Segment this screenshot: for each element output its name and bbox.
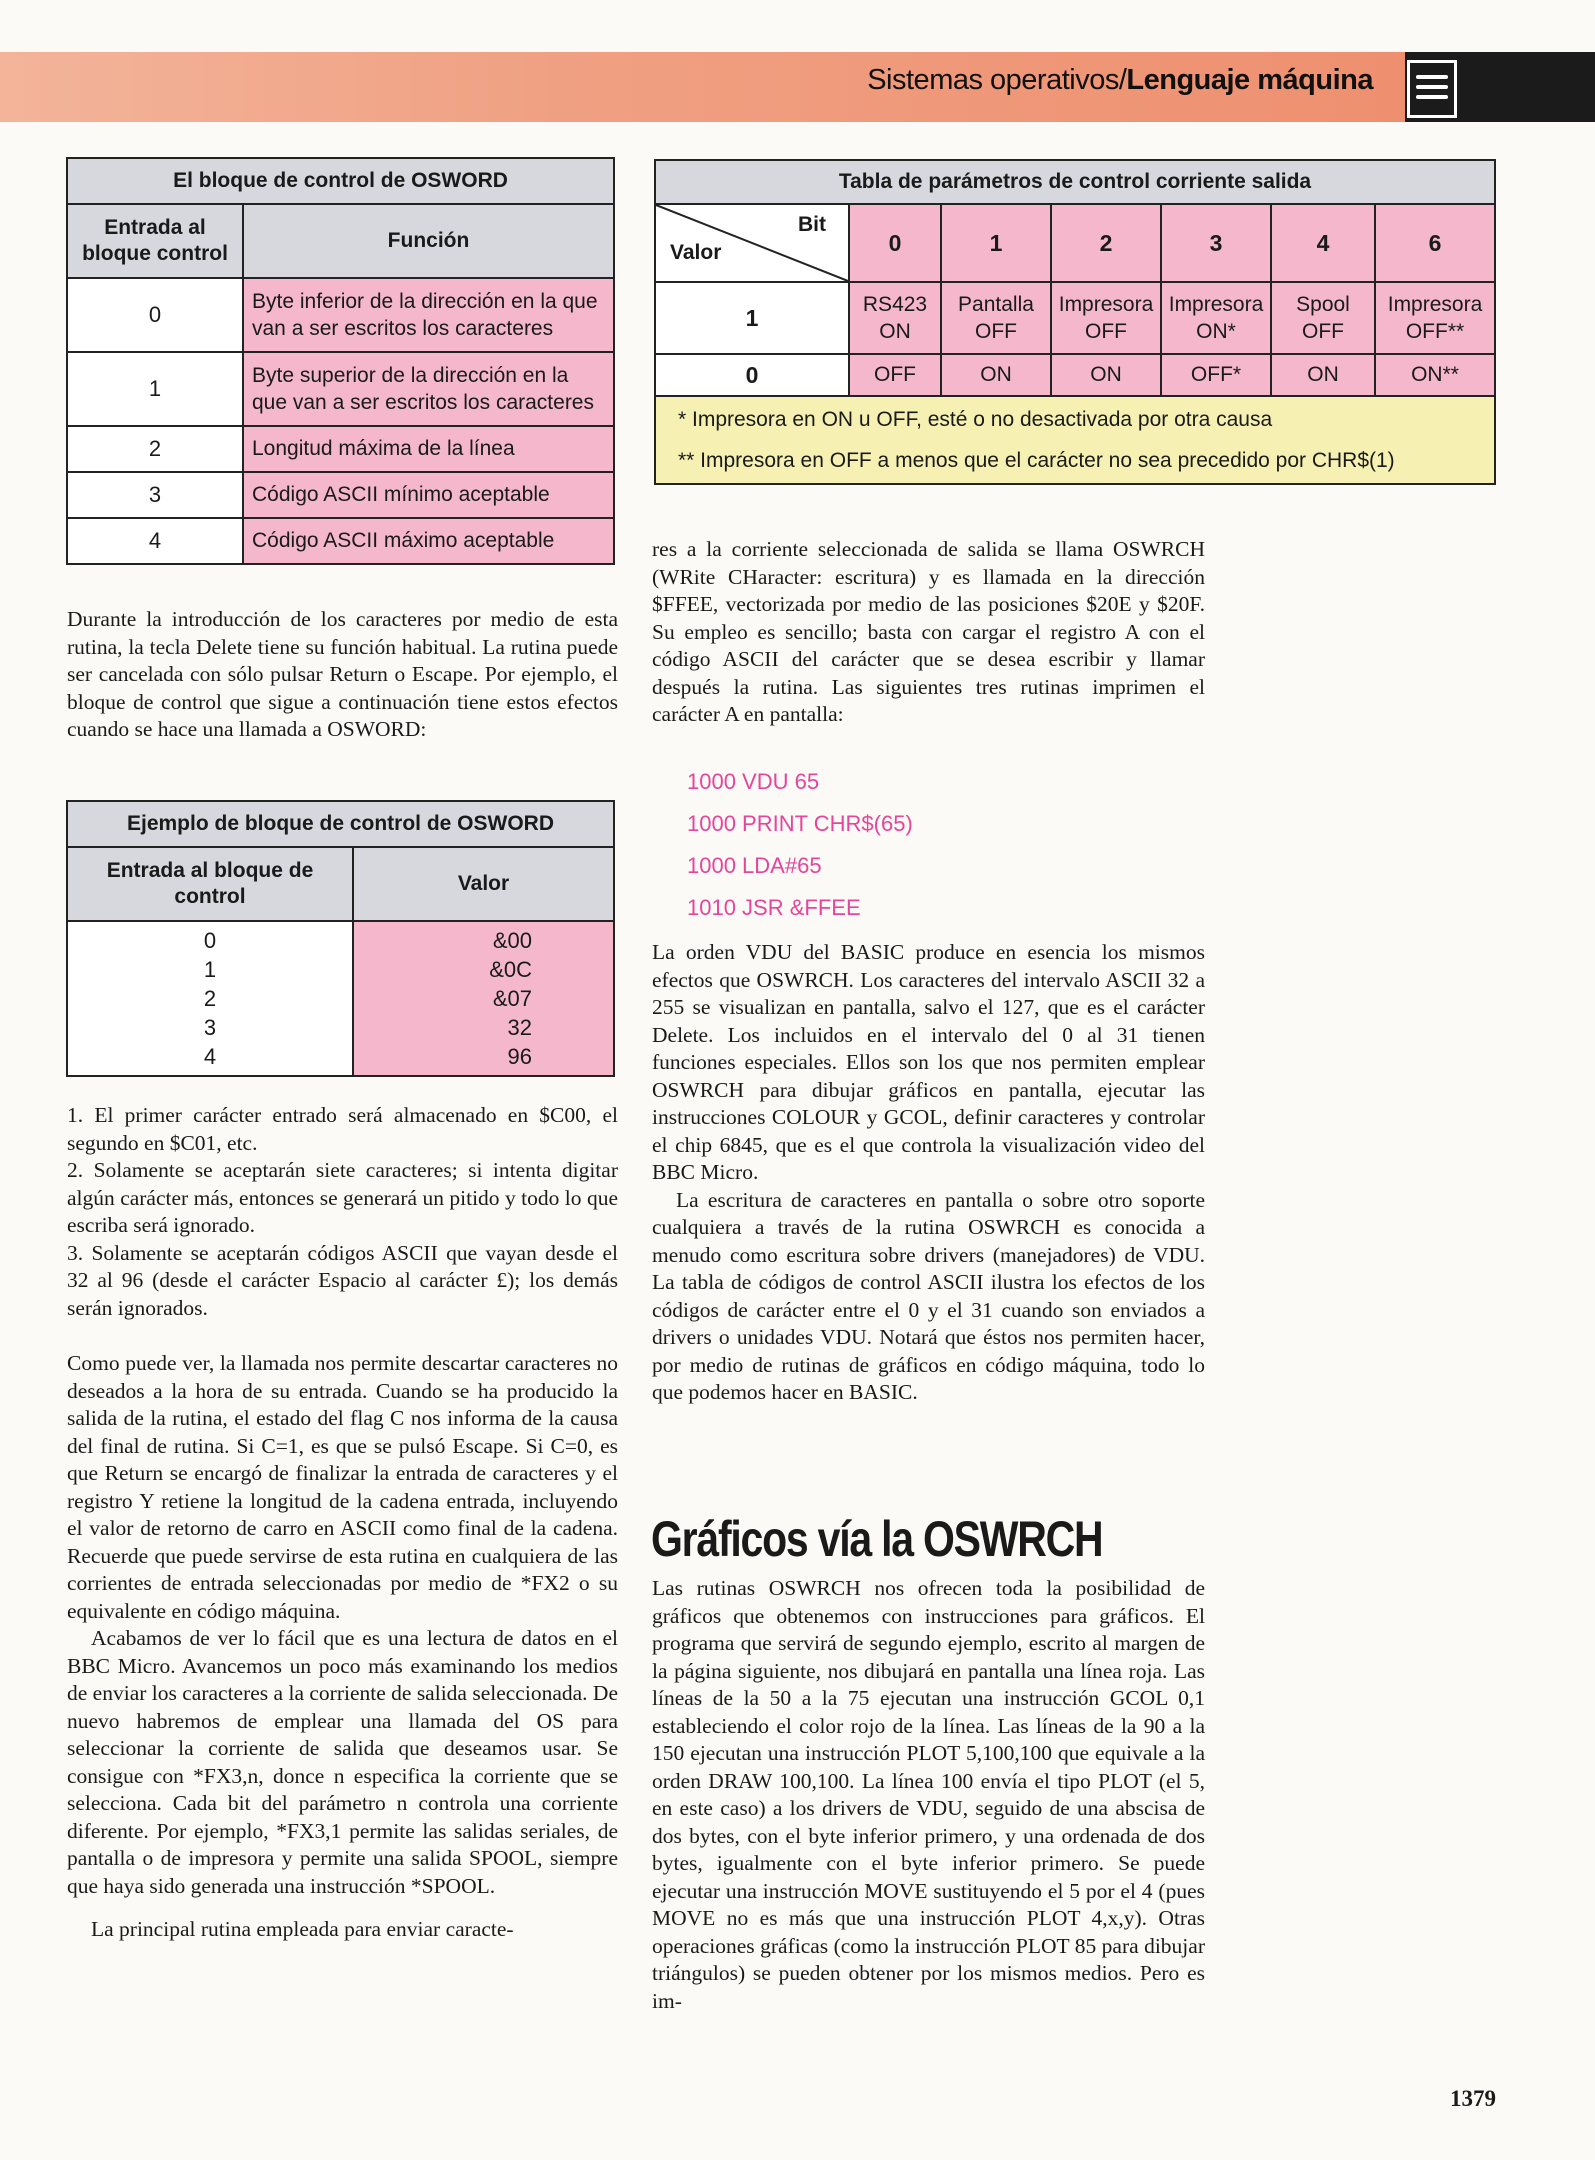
left-paragraph-2: [67, 1350, 618, 1944]
computer-icon: [1407, 60, 1457, 118]
output-stream-parameters-table: [654, 159, 1496, 485]
table3-cell: ON: [1051, 354, 1161, 396]
code-line: 1010 JSR &FFEE: [687, 895, 861, 920]
header-section: Sistemas operativos/: [867, 64, 1127, 96]
table3-title: Tabla de parámetros de control corriente salida: [655, 160, 1495, 204]
table2-value: 96: [507, 1044, 532, 1069]
table2-entries: [67, 921, 353, 1076]
table3-cell: OFF*: [1161, 354, 1271, 396]
table1-title: El bloque de control de OSWORD: [67, 158, 614, 204]
table3-cell: Impresora OFF: [1051, 282, 1161, 354]
table2-value: &0C: [489, 957, 532, 982]
note-item: 3. Solamente se aceptarán códigos ASCII que vayan desde el 32 al 96 (desde el carácter Espacio al carácter £); los demás serán ignorados.: [67, 1240, 618, 1320]
table3-bit-header: 3: [1161, 204, 1271, 282]
header-subsection: Lenguaje máquina: [1126, 64, 1373, 96]
table3-cell: Impresora ON*: [1161, 282, 1271, 354]
table2-entry: 4: [203, 1044, 217, 1069]
table3-corner-header: [655, 204, 849, 282]
table2-value: &00: [492, 928, 532, 953]
right-paragraph-4: [652, 1575, 1205, 2015]
table2-value: &07: [492, 986, 532, 1011]
table3-bit-header: 4: [1271, 204, 1375, 282]
table3-cell: Pantalla OFF: [941, 282, 1051, 354]
table1-function: Longitud máxima de la línea: [243, 426, 614, 472]
code-line: 1000 LDA#65: [687, 853, 822, 878]
table3-cell: Impresora OFF**: [1375, 282, 1495, 354]
table3-cell: Spool OFF: [1271, 282, 1375, 354]
right-paragraph-3-text: La escritura de caracteres en pantalla o sobre otro soporte cualquiera a través de la rutina OSWRCH es conocida a menudo como escritura sobre drivers (manejadores) de VDU. La tabla de códigos de control ASCII ilustra los efectos de los códigos de carácter entre el 0 y el 31 cuando son enviados a drivers o unidades VDU. Notará que éstos nos permiten hacer, por medio de rutinas de gráficos en código máquina, todo lo que podemos hacer en BASIC.: [652, 1187, 1205, 1404]
table2-title: Ejemplo de bloque de control de OSWORD: [67, 801, 614, 847]
page-number: 1379: [1450, 2086, 1496, 2111]
left-notes: [67, 1102, 618, 1322]
table1-entry: 0: [67, 278, 243, 352]
table1-entry: 4: [67, 518, 243, 564]
table3-valor: 0: [655, 354, 849, 396]
right-paragraph-4-text: Las rutinas OSWRCH nos ofrecen toda la posibilidad de gráficos que obtenemos con instrucciones para gráficos. El programa que servirá de segundo ejemplo, escrito al margen de la página siguiente, nos dibujará en pantalla una línea roja. Las líneas de la 50 a la 75 ejecutan una instrucción GCOL 0,1 estableciendo el color rojo de la línea. Las líneas de la 90 a la 150 ejecutan una instrucción PLOT 5,100,100 que equivale a la orden DRAW 100,100. La línea 100 envía el tipo PLOT (el 5, en este caso) a los drivers de VDU, seguido de una abscisa de dos bytes, con el byte inferior primero, y una ordenada de dos bytes, igualmente con el byte inferior primero. Se puede ejecutar una instrucción MOVE sustituyendo el 5 por el 4 (pues MOVE no es más que una instrucción PLOT 4,x,y). Otras operaciones gráficas (como la instrucción PLOT 85 para dibujar triángulos) se pueden obtener por los mismos medios. Pero es im-: [652, 1576, 1205, 2013]
table1-col2-header: Función: [243, 204, 614, 278]
table1-col1-header: Entrada al bloque control: [67, 204, 243, 278]
osword-control-block-table: [66, 157, 615, 565]
left-paragraph-2-text: Como puede ver, la llamada nos permite descartar caracteres no deseados a la hora de su entrada. Cuando se ha producido la salida de la rutina, el estado del flag C nos informa de la causa del final de rutina. Si C=1, es que se pulsó Escape. Si C=0, es que Return se encargó de finalizar la entrada de caracteres y el registro Y retiene la longitud de la cadena entrada, incluyendo el valor de retorno de carro en ASCII como final de la cadena. Recuerde que puede servirse de esta rutina en cualquiera de las corrientes de entrada seleccionadas por medio de *FX2 o su equivalente en código máquina.: [67, 1351, 618, 1623]
right-paragraph-1-text: res a la corriente seleccionada de salida se llama OSWRCH (WRite CHaracter: escritura) y es llamada en la dirección $FFEE, vectorizada por medio de las posiciones $20E y $20F. Su empleo es sencillo; basta con cargar el registro A con el código ASCII del carácter que se desea escribir y llamar después la rutina. Las siguientes tres rutinas imprimen el carácter A en pantalla:: [652, 537, 1205, 726]
section-heading: Gráficos vía la OSWRCH: [651, 1511, 1103, 1567]
table2-col2-header: Valor: [353, 847, 614, 921]
table1-entry: 3: [67, 472, 243, 518]
note-item: 1. El primer carácter entrado será almacenado en $C00, el segundo en $C01, etc.: [67, 1103, 618, 1155]
table1-function: Byte inferior de la dirección en la que van a ser escritos los caracteres: [243, 278, 614, 352]
table3-cell: OFF: [849, 354, 941, 396]
table3-footnote: * Impresora en ON u OFF, esté o no desactivada por otra causa: [678, 408, 1273, 431]
table2-value: 32: [507, 1015, 532, 1040]
table3-bit-header: 6: [1375, 204, 1495, 282]
left-paragraph-4-text: La principal rutina empleada para enviar caracte-: [91, 1917, 514, 1941]
table3-cell: ON**: [1375, 354, 1495, 396]
table3-valor: 1: [655, 282, 849, 354]
right-paragraph-2-text: La orden VDU del BASIC produce en esencia los mismos efectos que OSWRCH. Los caracteres del intervalo ASCII 32 a 255 se visualizan en pantalla, salvo el 127, que es el carácter Delete. Los incluidos en el intervalo del 0 al 31 tienen funciones especiales. Ellos son los que nos permiten emplear OSWRCH para dibujar gráficos en pantalla, ejecutar las instrucciones COLOUR y GCOL, definir caracteres y controlar el chip 6845, que es el que controla la visualización video del BBC Micro.: [652, 940, 1205, 1184]
table2-entry: 2: [203, 986, 217, 1011]
left-paragraph-1: [67, 606, 618, 744]
table1-function: Código ASCII máximo aceptable: [243, 518, 614, 564]
right-paragraph-2: [652, 939, 1205, 1407]
left-paragraph-3-text: Acabamos de ver lo fácil que es una lectura de datos en el BBC Micro. Avancemos un poco más examinando los medios de enviar los caracteres a la corriente de salida seleccionada. De nuevo habremos de emplear una llamada del OS para seleccionar la corriente de salida que deseamos usar. Se consigue con *FX3,n, donce n especifica la corriente que se selecciona. Cada bit del parámetro n controla una corriente diferente. Por ejemplo, *FX3,1 permite las salidas seriales, de pantalla o de impresora y permite una salida SPOOL, siempre que haya sido generada una instrucción *SPOOL.: [67, 1626, 618, 1898]
table3-cell: RS423 ON: [849, 282, 941, 354]
note-item: 2. Solamente se aceptarán siete caracteres; si intenta digitar algún carácter más, entonces se generará un pitido y todo lo que escriba será ignorado.: [67, 1158, 618, 1237]
left-paragraph-1-text: Durante la introducción de los caracteres por medio de esta rutina, la tecla Delete tiene su función habitual. La rutina puede ser cancelada con sólo pulsar Return o Escape. Por ejemplo, el bloque de control que sigue a continuación tiene estos efectos cuando se hace una llamada a OSWORD:: [67, 607, 618, 741]
table1-entry: 2: [67, 426, 243, 472]
table3-bit-header: 2: [1051, 204, 1161, 282]
table3-cell: ON: [1271, 354, 1375, 396]
table3-bit-header: 1: [941, 204, 1051, 282]
osword-example-table: [66, 800, 615, 1077]
table1-entry: 1: [67, 352, 243, 426]
table2-entry: 1: [203, 957, 217, 982]
table2-col1-header: Entrada al bloque de control: [67, 847, 353, 921]
table3-footnotes: [655, 396, 1495, 484]
table2-entry: 0: [203, 928, 217, 953]
table3-cell: ON: [941, 354, 1051, 396]
table3-footnote: ** Impresora en OFF a menos que el carácter no sea precedido por CHR$(1): [678, 449, 1395, 472]
running-header: [867, 64, 1373, 97]
code-line: 1000 PRINT CHR$(65): [687, 811, 913, 836]
table3-valor-label: Valor: [670, 241, 722, 264]
table3-bit-label: Bit: [798, 213, 826, 236]
table3-bit-header: 0: [849, 204, 941, 282]
table2-entry: 3: [203, 1015, 217, 1040]
code-line: 1000 VDU 65: [687, 769, 820, 794]
table2-values: [353, 921, 614, 1076]
table1-function: Código ASCII mínimo aceptable: [243, 472, 614, 518]
table1-function: Byte superior de la dirección en la que van a ser escritos los caracteres: [243, 352, 614, 426]
right-paragraph-1: [652, 536, 1205, 729]
